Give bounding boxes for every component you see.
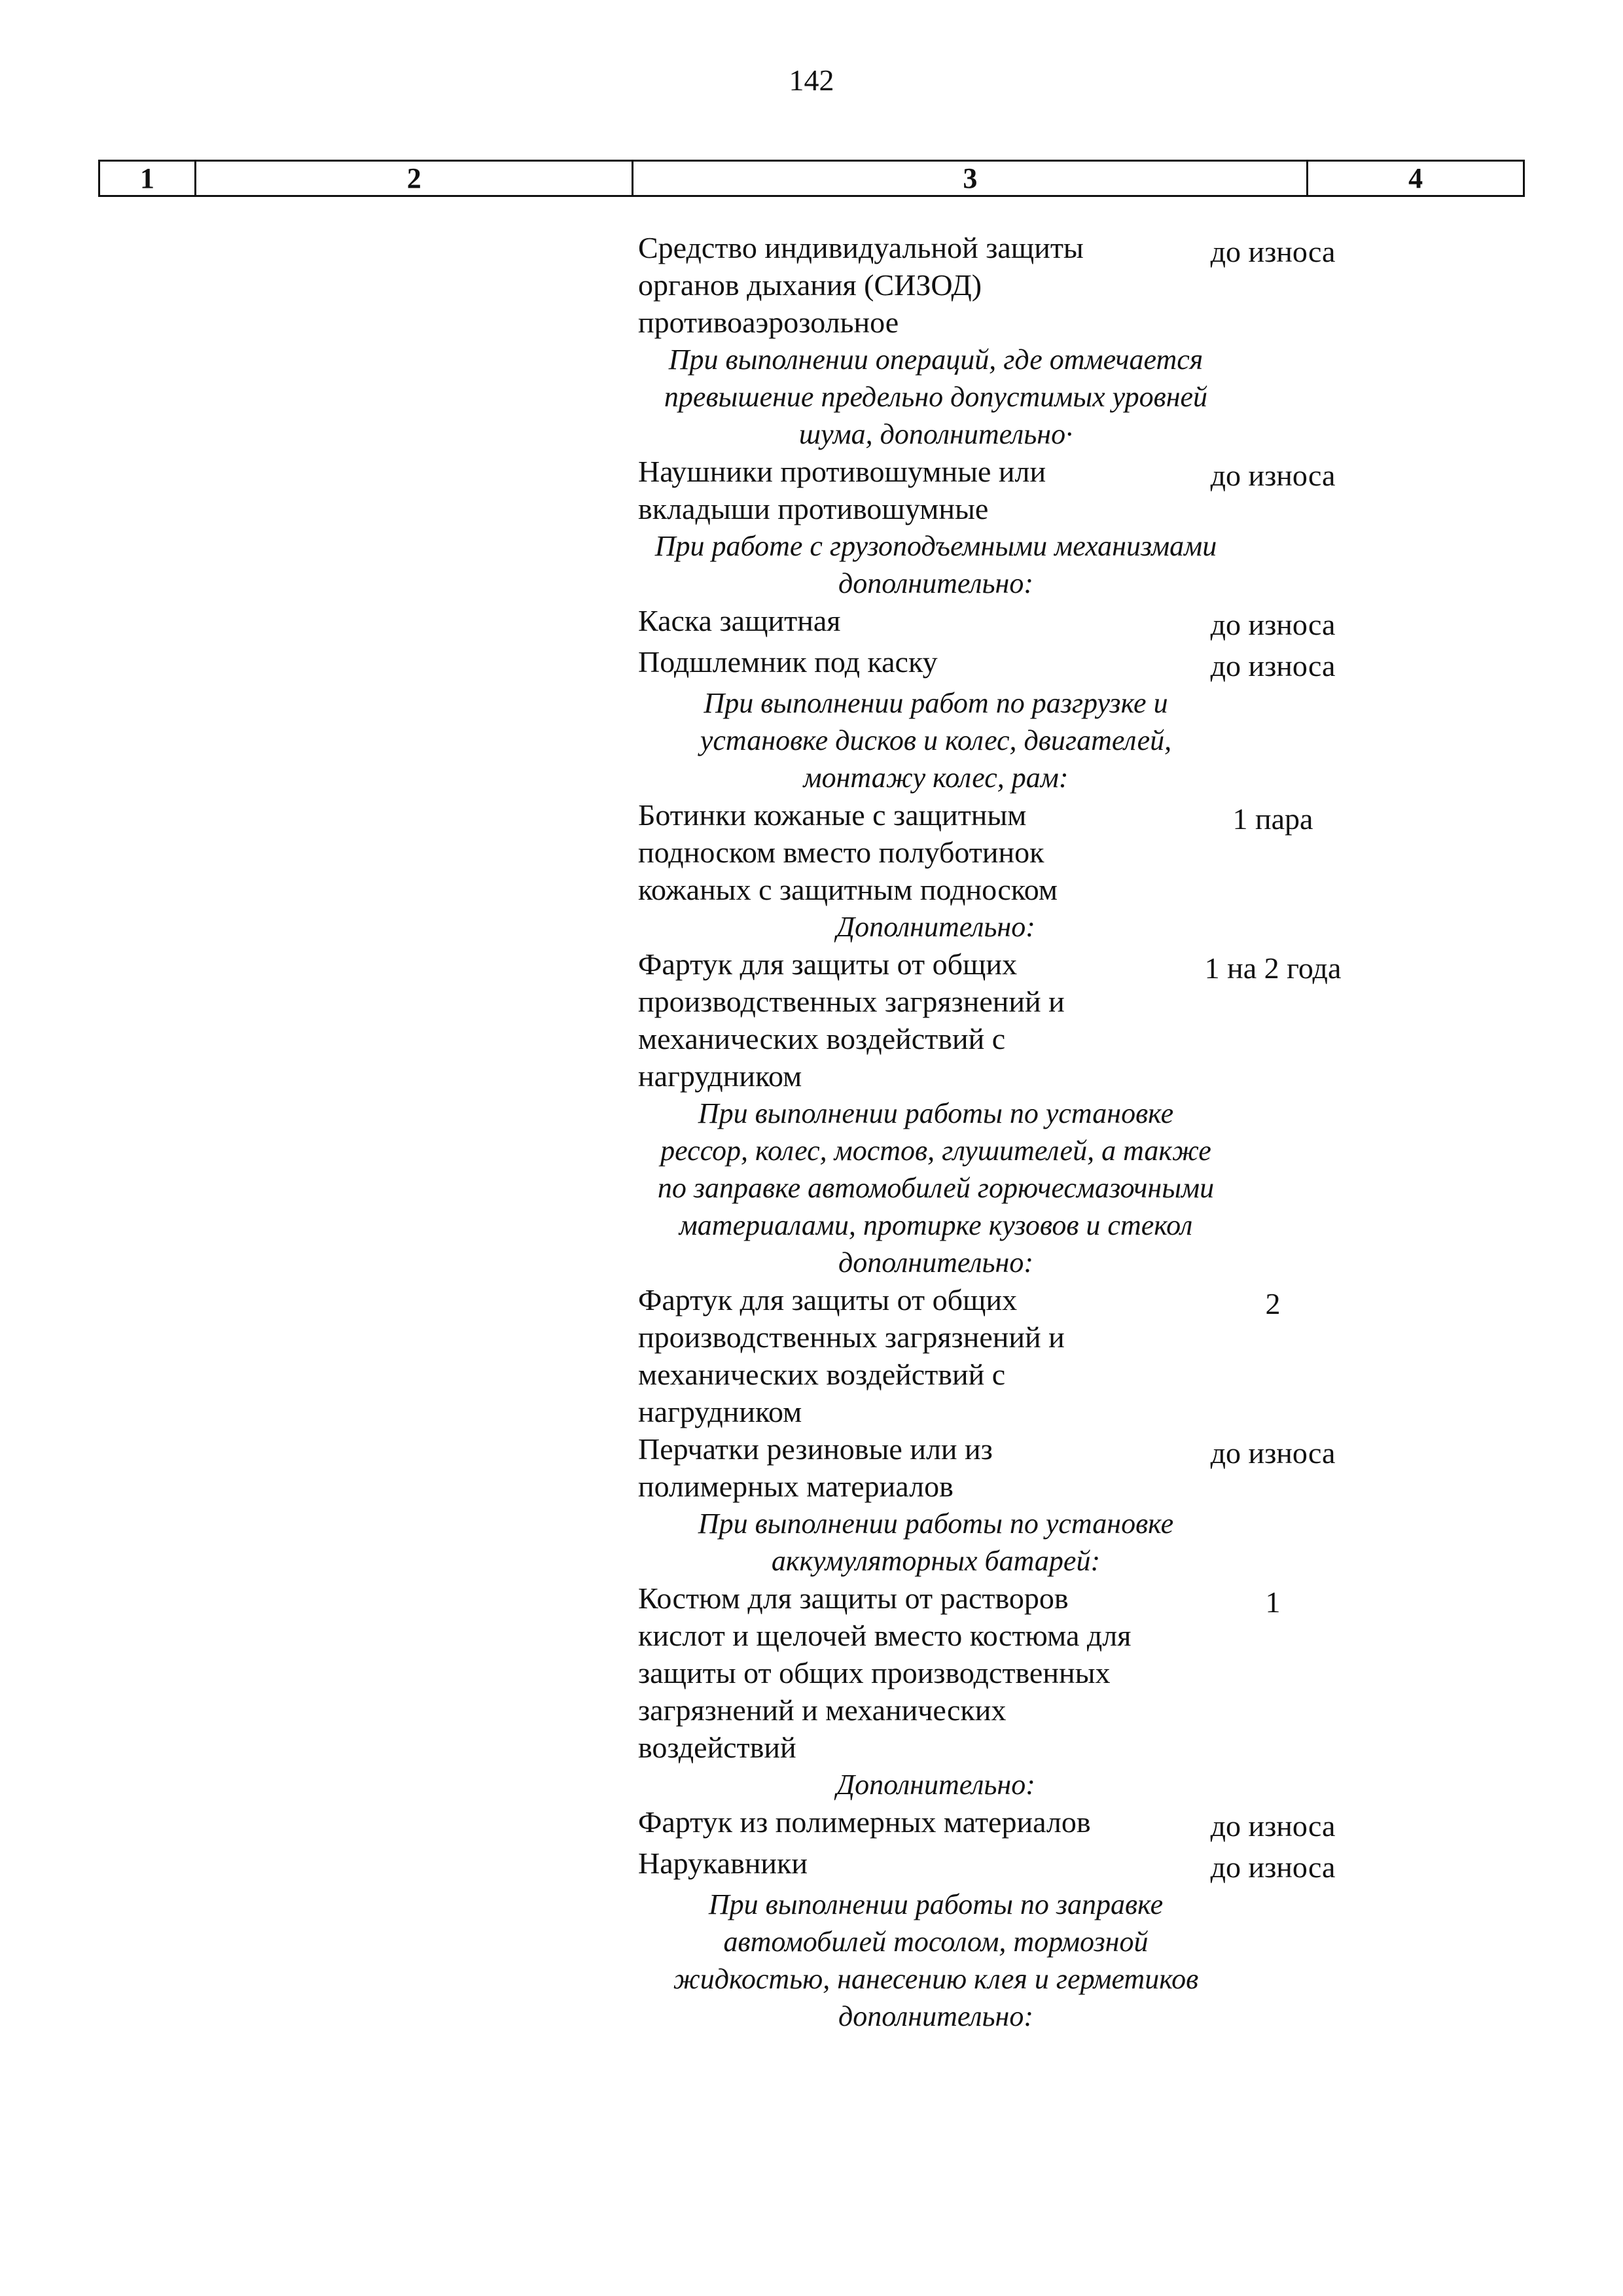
item-norm: 1 на 2 года [1204, 951, 1342, 985]
condition-heading: При выполнении работы по установке аккумуляторных батарей: [698, 1508, 1174, 1577]
item-norm: 1 пара [1232, 802, 1313, 836]
condition-heading: При работе с грузоподъемными механизмами дополнительно: [654, 530, 1217, 599]
item-norm: до износа [1210, 1850, 1336, 1884]
list-item [0, 602, 1623, 643]
item-norm: 2 [1265, 1287, 1281, 1320]
item-name: Фартук из полимерных материалов [638, 1805, 1091, 1839]
item-norm: 1 [1265, 1585, 1281, 1619]
list-item [0, 796, 1623, 908]
condition-heading: Дополнительно: [836, 1769, 1035, 1801]
list-item [0, 1430, 1623, 1505]
condition-heading: При выполнении работы по установке рессор, колес, мостов, глушителей, а также по заправке автомобилей горючесмазочными материалами, протирке кузовов и стекол дополнительно: [657, 1097, 1215, 1279]
list-item [0, 453, 1623, 527]
list-item [0, 1580, 1623, 1766]
item-norm: до износа [1210, 1436, 1336, 1470]
condition-heading: При выполнении работы по заправке автомобилей тосолом, тормозной жидкостью, нанесению клея и герметиков дополнительно: [673, 1888, 1199, 2032]
list-item [0, 1281, 1623, 1430]
item-norm: до износа [1210, 459, 1336, 492]
condition-heading: При выполнении операций, где отмечается превышение предельно допустимых уровней шума, дополнительно· [664, 344, 1208, 450]
column-1-number: 1 [99, 161, 196, 196]
column-number-header [98, 160, 1525, 197]
list-item [0, 1845, 1623, 1886]
column-2-number: 2 [196, 161, 633, 196]
item-name: Ботинки кожаные с защитным подноском вместо полуботинок кожаных с защитным подноском [638, 798, 1058, 906]
protective-equipment-list [0, 229, 1623, 2035]
page-number: 142 [789, 63, 834, 97]
item-name: Перчатки резиновые или из полимерных материалов [638, 1432, 993, 1503]
condition-heading: Дополнительно: [836, 911, 1035, 943]
item-norm: до износа [1210, 235, 1336, 268]
list-item [0, 1803, 1623, 1845]
item-norm: до износа [1210, 649, 1336, 682]
item-name: Подшлемник под каску [638, 645, 938, 679]
column-3-number: 3 [633, 161, 1308, 196]
item-name: Средство индивидуальной защиты органов дыхания (СИЗОД) противоаэрозольное [638, 231, 1084, 339]
list-item [0, 945, 1623, 1095]
item-norm: до износа [1210, 608, 1336, 641]
list-item [0, 229, 1623, 341]
item-norm: до износа [1210, 1809, 1336, 1843]
item-name: Наушники противошумные или вкладыши противошумные [638, 455, 1046, 525]
list-item [0, 643, 1623, 684]
item-name: Костюм для защиты от растворов кислот и щелочей вместо костюма для защиты от общих производственных загрязнений и механических воздействий [638, 1581, 1132, 1764]
item-name: Фартук для защиты от общих производственных загрязнений и механических воздействий с нагрудником [638, 1283, 1065, 1428]
item-name: Фартук для защиты от общих производственных загрязнений и механических воздействий с нагрудником [638, 947, 1065, 1093]
condition-heading: При выполнении работ по разгрузке и установке дисков и колес, двигателей, монтажу колес, рам: [700, 687, 1172, 794]
item-name: Каска защитная [638, 604, 841, 637]
item-name: Нарукавники [638, 1846, 808, 1880]
column-4-number: 4 [1308, 161, 1524, 196]
